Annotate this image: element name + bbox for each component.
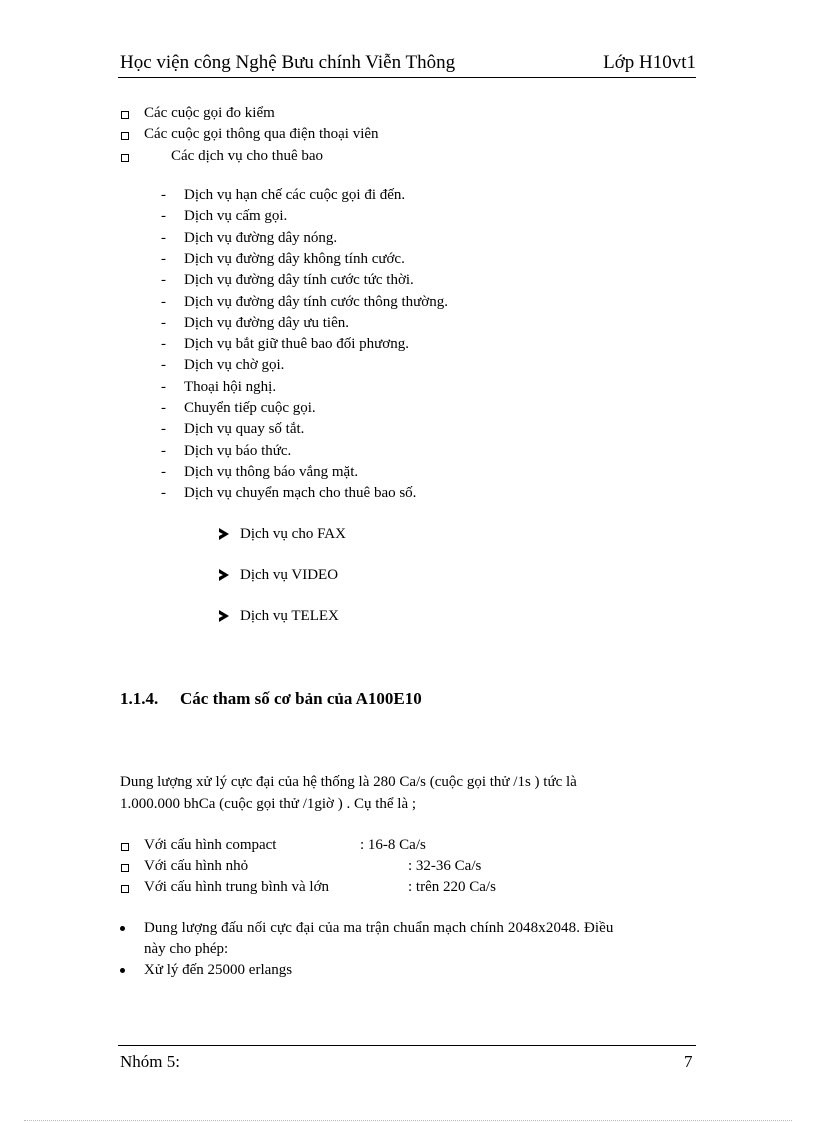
page-number: 7 xyxy=(684,1052,693,1071)
service-item: Dịch vụ báo thức. xyxy=(184,443,292,459)
dot-bullet-line: này cho phép: xyxy=(144,941,229,957)
dash-bullet-icon: - xyxy=(161,400,166,416)
header-institution: Học viện công Nghệ Bưu chính Viễn Thông xyxy=(120,52,456,73)
dot-bullet-line: Xử lý đến 25000 erlangs xyxy=(144,962,293,978)
top-bullet-item: Các dịch vụ cho thuê bao xyxy=(171,148,324,164)
dash-bullet-icon: - xyxy=(161,187,166,203)
top-bullet-item: Các cuộc gọi thông qua điện thoại viên xyxy=(144,126,379,142)
square-bullet-icon xyxy=(121,111,129,119)
dash-bullet-icon: - xyxy=(161,315,166,331)
section-number: 1.1.4. xyxy=(120,689,159,708)
header-class: Lớp H10vt1 xyxy=(603,52,696,73)
service-item: Dịch vụ cấm gọi. xyxy=(184,208,288,224)
config-label: Với cấu hình compact xyxy=(144,837,277,853)
service-item: Chuyển tiếp cuộc gọi. xyxy=(184,400,316,416)
service-item: Dịch vụ bắt giữ thuê bao đối phương. xyxy=(184,336,409,352)
config-value: : trên 220 Ca/s xyxy=(408,879,496,895)
dash-bullet-icon: - xyxy=(161,208,166,224)
config-value: : 16-8 Ca/s xyxy=(360,837,426,853)
square-bullet-icon xyxy=(121,843,129,851)
round-bullet-icon xyxy=(120,968,125,973)
header-rule xyxy=(118,77,696,78)
square-bullet-icon xyxy=(121,864,129,872)
dash-bullet-icon: - xyxy=(161,485,166,501)
arrow-bullet-icon xyxy=(219,610,229,622)
arrow-bullet-icon xyxy=(219,528,229,540)
footer-group: Nhóm 5: xyxy=(120,1052,180,1071)
arrow-bullet-icon xyxy=(219,569,229,581)
section-heading xyxy=(120,689,422,709)
dash-bullet-icon: - xyxy=(161,230,166,246)
dash-bullet-icon: - xyxy=(161,272,166,288)
square-bullet-icon xyxy=(121,885,129,893)
service-item: Dịch vụ chờ gọi. xyxy=(184,357,285,373)
config-label: Với cấu hình nhỏ xyxy=(144,858,249,874)
dash-bullet-icon: - xyxy=(161,379,166,395)
paragraph-line: Dung lượng xử lý cực đại của hệ thống là 280 Ca/s (cuộc gọi thử /1s ) tức là xyxy=(120,774,577,790)
service-item: Dịch vụ đường dây ưu tiên. xyxy=(184,315,349,331)
service-item: Dịch vụ hạn chế các cuộc gọi đi đến. xyxy=(184,187,406,203)
dot-bullet-line: Dung lượng đấu nối cực đại của ma trận chuẩn mạch chính 2048x2048. Điều xyxy=(144,920,614,936)
dash-bullet-icon: - xyxy=(161,421,166,437)
dash-bullet-icon: - xyxy=(161,357,166,373)
dash-bullet-icon: - xyxy=(161,251,166,267)
top-bullet-item: Các cuộc gọi đo kiểm xyxy=(144,105,275,121)
service-item: Dịch vụ quay số tắt. xyxy=(184,421,305,437)
sub-service-item: Dịch vụ TELEX xyxy=(240,608,339,624)
sub-service-item: Dịch vụ VIDEO xyxy=(240,567,339,583)
service-item: Dịch vụ chuyển mạch cho thuê bao số. xyxy=(184,485,417,501)
config-value: : 32-36 Ca/s xyxy=(408,858,482,874)
service-item: Dịch vụ đường dây tính cước thông thường. xyxy=(184,294,448,310)
footer-rule xyxy=(118,1045,696,1046)
square-bullet-icon xyxy=(121,154,129,162)
service-item: Dịch vụ đường dây tính cước tức thời. xyxy=(184,272,414,288)
dash-bullet-icon: - xyxy=(161,443,166,459)
service-item: Dịch vụ đường dây nóng. xyxy=(184,230,338,246)
sub-service-item: Dịch vụ cho FAX xyxy=(240,526,346,542)
service-item: Dịch vụ thông báo vắng mặt. xyxy=(184,464,359,480)
paragraph-line: 1.000.000 bhCa (cuộc gọi thử /1giờ ) . Cụ thể là ; xyxy=(120,796,417,812)
config-label: Với cấu hình trung bình và lớn xyxy=(144,879,330,895)
page-bottom-border xyxy=(24,1120,792,1121)
section-title-text: Các tham số cơ bản của A100E10 xyxy=(180,689,422,708)
square-bullet-icon xyxy=(121,132,129,140)
service-item: Dịch vụ đường dây không tính cước. xyxy=(184,251,405,267)
dash-bullet-icon: - xyxy=(161,336,166,352)
round-bullet-icon xyxy=(120,926,125,931)
service-item: Thoại hội nghị. xyxy=(184,379,277,395)
dash-bullet-icon: - xyxy=(161,294,166,310)
dash-bullet-icon: - xyxy=(161,464,166,480)
